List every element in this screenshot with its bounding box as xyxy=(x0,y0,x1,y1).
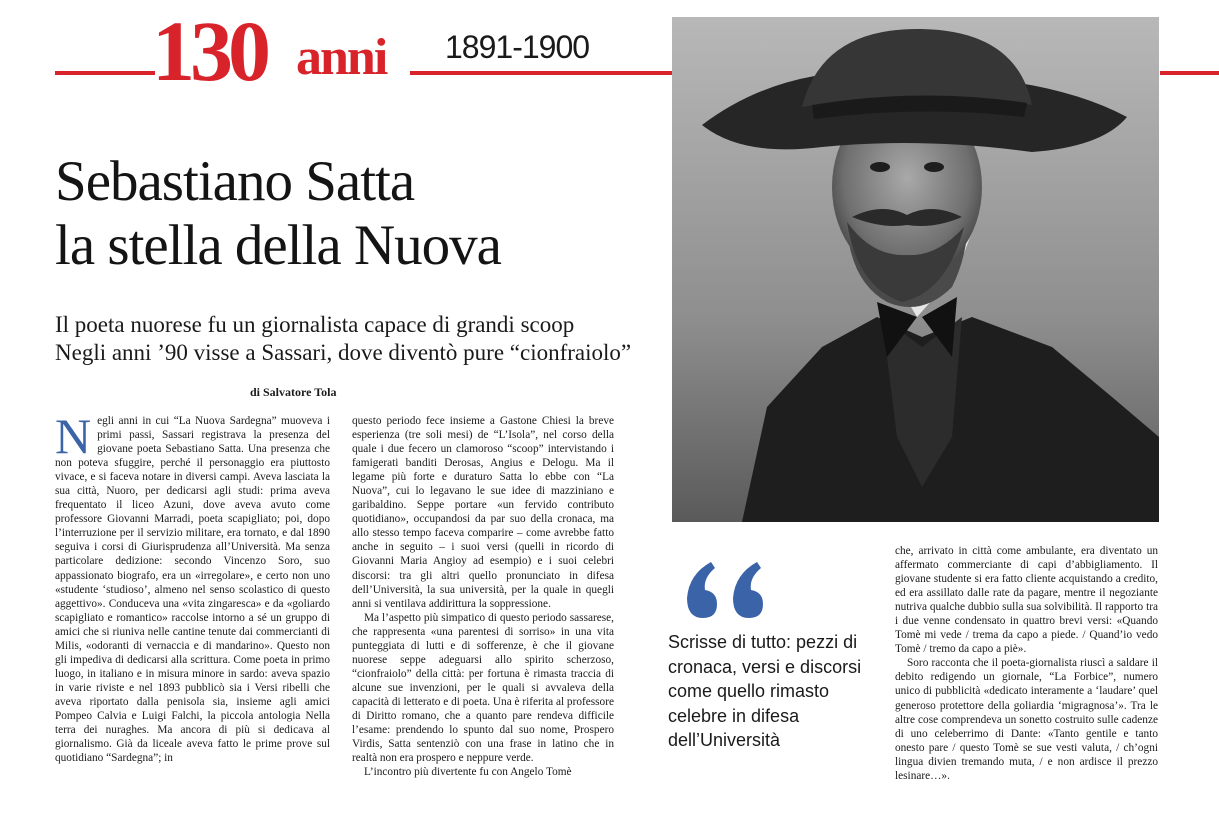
article-paragraph: che, arrivato in città come ambulante, era diventato un affermato commerciante di capi d’abbigliamento. Il giovane studente si era fatto cliente acquistando a credito, ed era assillato dalle rate da pagare, mentre il negoziante nutriva qualche dubbio sulla sua solvibilità. Il rapporto tra i due venne condensato in quattro brevi versi: «Quando Tomè mi vede / trema da capo a piede. / Quand’io vedo Tomè / tremo da capo a piè». xyxy=(895,545,1158,656)
banner-number: 130 xyxy=(152,3,266,99)
article-paragraph: L’incontro più divertente fu con Angelo Tomè xyxy=(364,766,572,779)
portrait-photo-icon xyxy=(672,17,1159,522)
banner-years: 1891-1900 xyxy=(445,29,590,65)
banner-rule-left xyxy=(55,71,155,75)
pull-quote: Scrisse di tutto: pezzi di cronaca, versi e discorsi come quello rimasto celebre in difesa dell’Università xyxy=(668,632,862,750)
byline: di Salvatore Tola xyxy=(250,385,337,399)
subheadline-line-1: Il poeta nuorese fu un giornalista capace di grandi scoop xyxy=(55,312,575,337)
article-paragraph: Ma l’aspetto più simpatico di questo periodo sassarese, che rappresenta «una parentesi di sorriso» in una vita punteggiata di lutti e di sofferenze, è che il giovane nuorese seppe adeguarsi allo spirito scherzoso, “cionfraiolo” della città: per fortuna è rimasta traccia di alcune sue invenzioni, per le quali si avvaleva della capacità di letterato e di poeta. Una è riferita al professore di Diritto romano, che a quanto pare rendeva difficile l’esame: prendendo lo spunto dal suo nome, Prospero Virdis, Satta sentenziò con una frase in latino che in realtà non era prospero e neppure verde. xyxy=(352,611,614,765)
drop-cap: N xyxy=(55,414,92,464)
subheadline-line-2: Negli anni ’90 visse a Sassari, dove diventò pure “cionfraiolo” xyxy=(55,340,632,365)
banner-word: anni xyxy=(296,29,387,86)
article-paragraph: questo periodo fece insieme a Gastone Chiesi la breve esperienza (tre soli mesi) de “L’Isola”, nel corso della quale i due fecero un clamoroso “scoop” intervistando i famigerati banditi Derosas, Angius e Delogu. Ma il legame più forte e duraturo Satta lo ebbe con “La Nuova”, cui lo legavano le sue idee di mazziniano e garibaldino. Seppe portare «un fervido contributo quotidiano», occupandosi da par suo della cronaca, ma allo stesso tempo faceva comparire – come avrebbe fatto anche in seguito – i suoi versi (quelli in ricordo di Giovanni Maria Angioy ad esempio) e i suoi celebri discorsi: tra gli altri quello pronunciato in difesa dell’Università, la sua università, per la quale in quegli anni si ventilava addirittura la soppressione. xyxy=(352,415,614,610)
headline-line-2: la stella della Nuova xyxy=(55,214,501,277)
article-column-1 xyxy=(55,414,330,814)
subheadline xyxy=(55,311,665,367)
banner-rule-right xyxy=(1160,71,1219,75)
banner-rule-middle xyxy=(410,71,672,75)
article-column-2 xyxy=(352,414,614,814)
headline-line-1: Sebastiano Satta xyxy=(55,150,415,213)
article-text: egli anni in cui “La Nuova Sardegna” muoveva i primi passi, Sassari registrava la presenza del giovane poeta Sebastiano Satta. Una presenza che non poteva sfuggire, perché il personaggio era piuttosto vivace, e si faceva notare in diversi campi. Aveva lasciata la sua città, Nuoro, per dedicarsi agli studi: prima aveva frequentato il liceo Azuni, dove aveva avuto come professore Giovanni Marradi, poeta scapigliato; poi, dopo l’interruzione per il servizio militare, era tornato, e dal 1890 seguiva i corsi di Giurisprudenza all’Università. Ma senza particolare dedizione: secondo Vincenzo Soro, suo appassionato biografo, era un «irregolare», e certo non uno «studente ‘studioso’, almeno nel senso scolastico di questo aggettivo». Conduceva una «vita zingaresca» e da «goliardo scapigliato e romantico» raccolse intorno a sé un gruppo di amici che si riuniva nelle cantine tenute dai commercianti di Milis, «odoranti di vernaccia e di mandarino». Questo non gli impediva di dedicarsi alla scrittura. Come poeta in primo luogo, in italiano e in misura minore in sardo: aveva spazio in varie riviste e nel 1893 pubblicò sia i Versi ribelli che aveva riportato dalla penisola sia, insieme agli amici Pompeo Calvia e Luigi Falchi, la piccola antologia Nella terra dei nuraghes. Ma ancora di più si dedicava al giornalismo. Già da liceale aveva fatto le prime prove sul quotidiano “Sardegna”; in xyxy=(55,415,330,765)
article-paragraph xyxy=(55,414,330,765)
headline xyxy=(55,150,665,278)
quote-mark-icon xyxy=(681,560,765,624)
article-column-3 xyxy=(895,544,1158,816)
portrait-photo xyxy=(672,17,1159,522)
article-paragraph: Soro racconta che il poeta-giornalista riuscì a saldare il debito redigendo un giornale, “La Forbice”, numero unico di pubblicità «dedicato interamente a ‘laudare’ quel generoso protettore della goliardia ‘migragnosa’». Tra le altre cose comprendeva un sonetto costruito sulle cadenze di uno celeberrimo di Dante: «Tanto gentile e tanto onesto pare / questo Tomè se sue vesti valuta, / ch’ogni lingua divien tremando muta, / e non ardisce il prezzo lesinare…». xyxy=(895,657,1158,782)
